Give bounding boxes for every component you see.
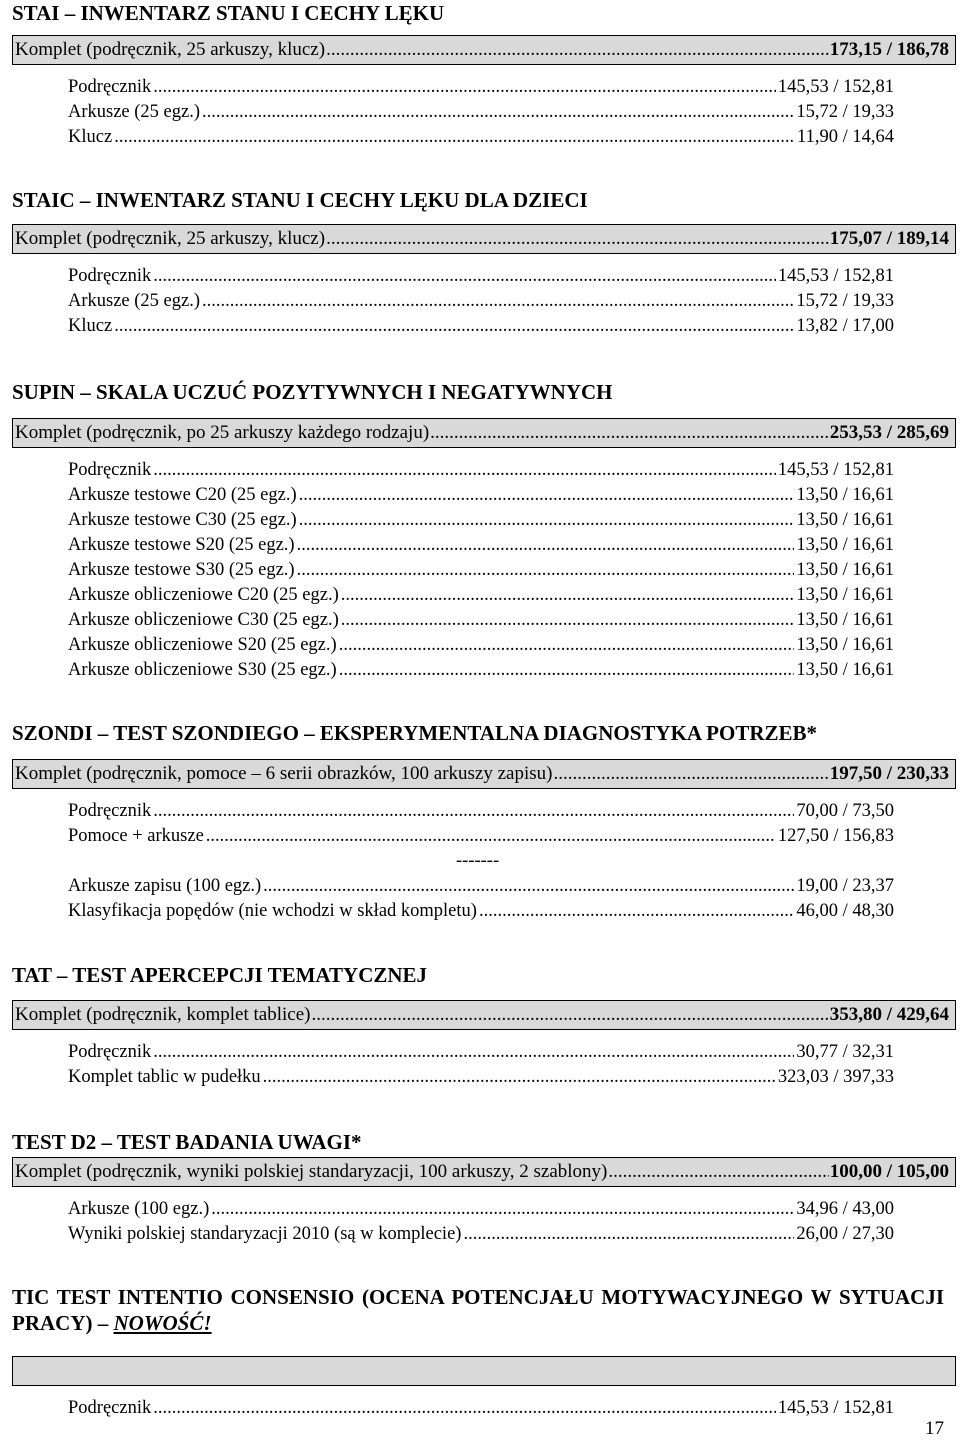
bundle-box [12,759,956,789]
leader-dots [311,1004,828,1026]
list-item [68,658,894,683]
item-list [68,75,894,150]
section-title: SUPIN – SKALA UCZUĆ POZYTYWNYCH I NEGATYWNYCH [12,380,613,404]
list-item [68,314,894,339]
bundle-label: Komplet (podręcznik, pomoce – 6 serii obrazków, 100 arkuszy zapisu) [15,763,553,784]
item-price: 19,00 / 23,37 [796,876,894,896]
section-title-text: TIC TEST INTENTIO CONSENSIO (OCENA POTENCJAŁU MOTYWACYJNEGO W SYTUACJI PRACY) – [12,1285,944,1335]
item-price: 145,53 / 152,81 [777,460,894,480]
leader-dots [297,533,795,558]
item-label: Wyniki polskiej standaryzacji 2010 (są w komplecie) [68,1224,462,1244]
leader-dots [479,899,794,924]
leader-dots [211,1197,794,1222]
bundle-price: 253,53 / 285,69 [829,422,949,443]
leader-dots [153,264,776,289]
leader-dots [202,100,794,125]
section-title: SZONDI – TEST SZONDIEGO – EKSPERYMENTALNA DIAGNOSTYKA POTRZEB* [12,721,818,745]
item-label: Podręcznik [68,460,152,480]
item-price: 323,03 / 397,33 [777,1067,894,1087]
leader-dots [153,75,776,100]
leader-dots [339,658,795,683]
list-item [68,558,894,583]
item-label: Podręcznik [68,1398,152,1418]
bundle-box [12,35,956,65]
list-item [68,533,894,558]
item-label: Arkusze testowe C30 (25 egz.) [68,510,297,530]
new-badge: NOWOŚĆ! [113,1311,212,1335]
list-item [68,100,894,125]
leader-dots [341,583,795,608]
item-label: Pomoce + arkusze [68,826,204,846]
item-price: 145,53 / 152,81 [777,266,894,286]
section-tat [12,962,956,1090]
item-label: Klucz [68,127,113,147]
item-list [68,1197,894,1247]
bundle-price: 175,07 / 189,14 [829,228,949,249]
list-item [68,1197,894,1222]
item-price: 70,00 / 73,50 [796,801,894,821]
bundle-box [12,418,956,448]
item-label: Arkusze testowe S20 (25 egz.) [68,535,295,555]
item-list [68,799,894,924]
item-price: 15,72 / 19,33 [796,102,894,122]
section-title [12,1284,944,1336]
list-item [68,289,894,314]
item-price: 13,50 / 16,61 [796,585,894,605]
item-list [68,458,894,683]
list-item [68,125,894,150]
item-label: Komplet tablic w pudełku [68,1067,261,1087]
item-price: 13,50 / 16,61 [796,535,894,555]
section-title: TAT – TEST APERCEPCJI TEMATYCZNEJ [12,963,428,987]
list-item [68,1065,894,1090]
separator: ------- [456,851,500,871]
leader-dots [153,1040,794,1065]
item-label: Arkusze testowe C20 (25 egz.) [68,485,297,505]
leader-dots [153,458,776,483]
item-price: 46,00 / 48,30 [796,901,894,921]
leader-dots [430,422,829,444]
list-item [68,899,894,924]
item-price: 11,90 / 14,64 [797,127,894,147]
item-list [68,1040,894,1090]
bundle-box [12,1000,956,1030]
item-label: Podręcznik [68,77,152,97]
bundle-label: Komplet (podręcznik, po 25 arkuszy każdego rodzaju) [15,422,430,443]
leader-dots [341,608,795,633]
list-item [68,874,894,899]
leader-dots [299,508,795,533]
bundle-box-empty [12,1356,956,1386]
bundle-price: 197,50 / 230,33 [829,763,949,784]
leader-dots [114,125,795,150]
item-price: 127,50 / 156,83 [777,826,894,846]
list-item [68,1222,894,1247]
list-item [68,508,894,533]
item-label: Klasyfikacja popędów (nie wchodzi w skład kompletu) [68,901,477,921]
section-staic [12,187,956,339]
item-price: 26,00 / 27,30 [796,1224,894,1244]
leader-dots [463,1222,794,1247]
item-label: Arkusze obliczeniowe S30 (25 egz.) [68,660,337,680]
list-item [68,799,894,824]
item-label: Arkusze testowe S30 (25 egz.) [68,560,295,580]
item-price: 13,50 / 16,61 [796,660,894,680]
item-price: 34,96 / 43,00 [796,1199,894,1219]
bundle-price: 353,80 / 429,64 [829,1004,949,1025]
item-price: 13,50 / 16,61 [796,635,894,655]
page-number: 17 [925,1418,944,1439]
leader-dots [326,228,829,250]
bundle-box [12,224,956,254]
item-label: Klucz [68,316,113,336]
item-price: 145,53 / 152,81 [777,77,894,97]
item-label: Arkusze zapisu (100 egz.) [68,876,262,896]
list-item [68,1040,894,1065]
item-price: 13,82 / 17,00 [796,316,894,336]
list-item [68,1396,894,1421]
item-price: 145,53 / 152,81 [777,1398,894,1418]
bundle-label: Komplet (podręcznik, 25 arkuszy, klucz) [15,228,326,249]
item-label: Podręcznik [68,801,152,821]
section-title: STAI – INWENTARZ STANU I CECHY LĘKU [12,1,445,25]
item-price: 15,72 / 19,33 [796,291,894,311]
item-price: 13,50 / 16,61 [796,510,894,530]
bundle-box [12,1157,956,1187]
list-item [68,608,894,633]
leader-dots [202,289,794,314]
leader-dots [206,824,776,849]
item-label: Arkusze (100 egz.) [68,1199,210,1219]
section-d2 [12,1129,956,1247]
leader-dots [299,483,795,508]
item-label: Podręcznik [68,1042,152,1062]
section-title: TEST D2 – TEST BADANIA UWAGI* [12,1130,362,1154]
section-tic [12,1284,956,1421]
item-price: 13,50 / 16,61 [796,560,894,580]
list-item [68,633,894,658]
bundle-price: 173,15 / 186,78 [829,39,949,60]
item-price: 13,50 / 16,61 [796,485,894,505]
leader-dots [326,39,829,61]
bundle-label: Komplet (podręcznik, wyniki polskiej standaryzacji, 100 arkuszy, 2 szablony) [15,1161,608,1182]
bundle-label: Komplet (podręcznik, komplet tablice) [15,1004,311,1025]
section-title: STAIC – INWENTARZ STANU I CECHY LĘKU DLA DZIECI [12,188,588,212]
leader-dots [608,1161,828,1183]
section-szondi [12,720,956,924]
item-label: Arkusze obliczeniowe C30 (25 egz.) [68,610,339,630]
bundle-label: Komplet (podręcznik, 25 arkuszy, klucz) [15,39,326,60]
list-item [68,75,894,100]
item-price: 30,77 / 32,31 [796,1042,894,1062]
item-label: Arkusze obliczeniowe S20 (25 egz.) [68,635,337,655]
list-item [68,264,894,289]
item-list [68,1396,894,1421]
leader-dots [553,763,828,785]
list-item [68,583,894,608]
list-item [68,483,894,508]
leader-dots [339,633,795,658]
section-stai [12,0,956,150]
leader-dots [114,314,794,339]
item-list [68,264,894,339]
leader-dots [297,558,795,583]
item-label: Arkusze (25 egz.) [68,102,201,122]
item-price: 13,50 / 16,61 [796,610,894,630]
list-item [68,458,894,483]
bundle-price: 100,00 / 105,00 [829,1161,949,1182]
leader-dots [263,874,794,899]
leader-dots [263,1065,776,1090]
item-label: Podręcznik [68,266,152,286]
item-label: Arkusze (25 egz.) [68,291,201,311]
item-label: Arkusze obliczeniowe C20 (25 egz.) [68,585,339,605]
section-supin [12,379,956,683]
leader-dots [153,799,794,824]
leader-dots [153,1396,776,1421]
list-item [68,824,894,849]
